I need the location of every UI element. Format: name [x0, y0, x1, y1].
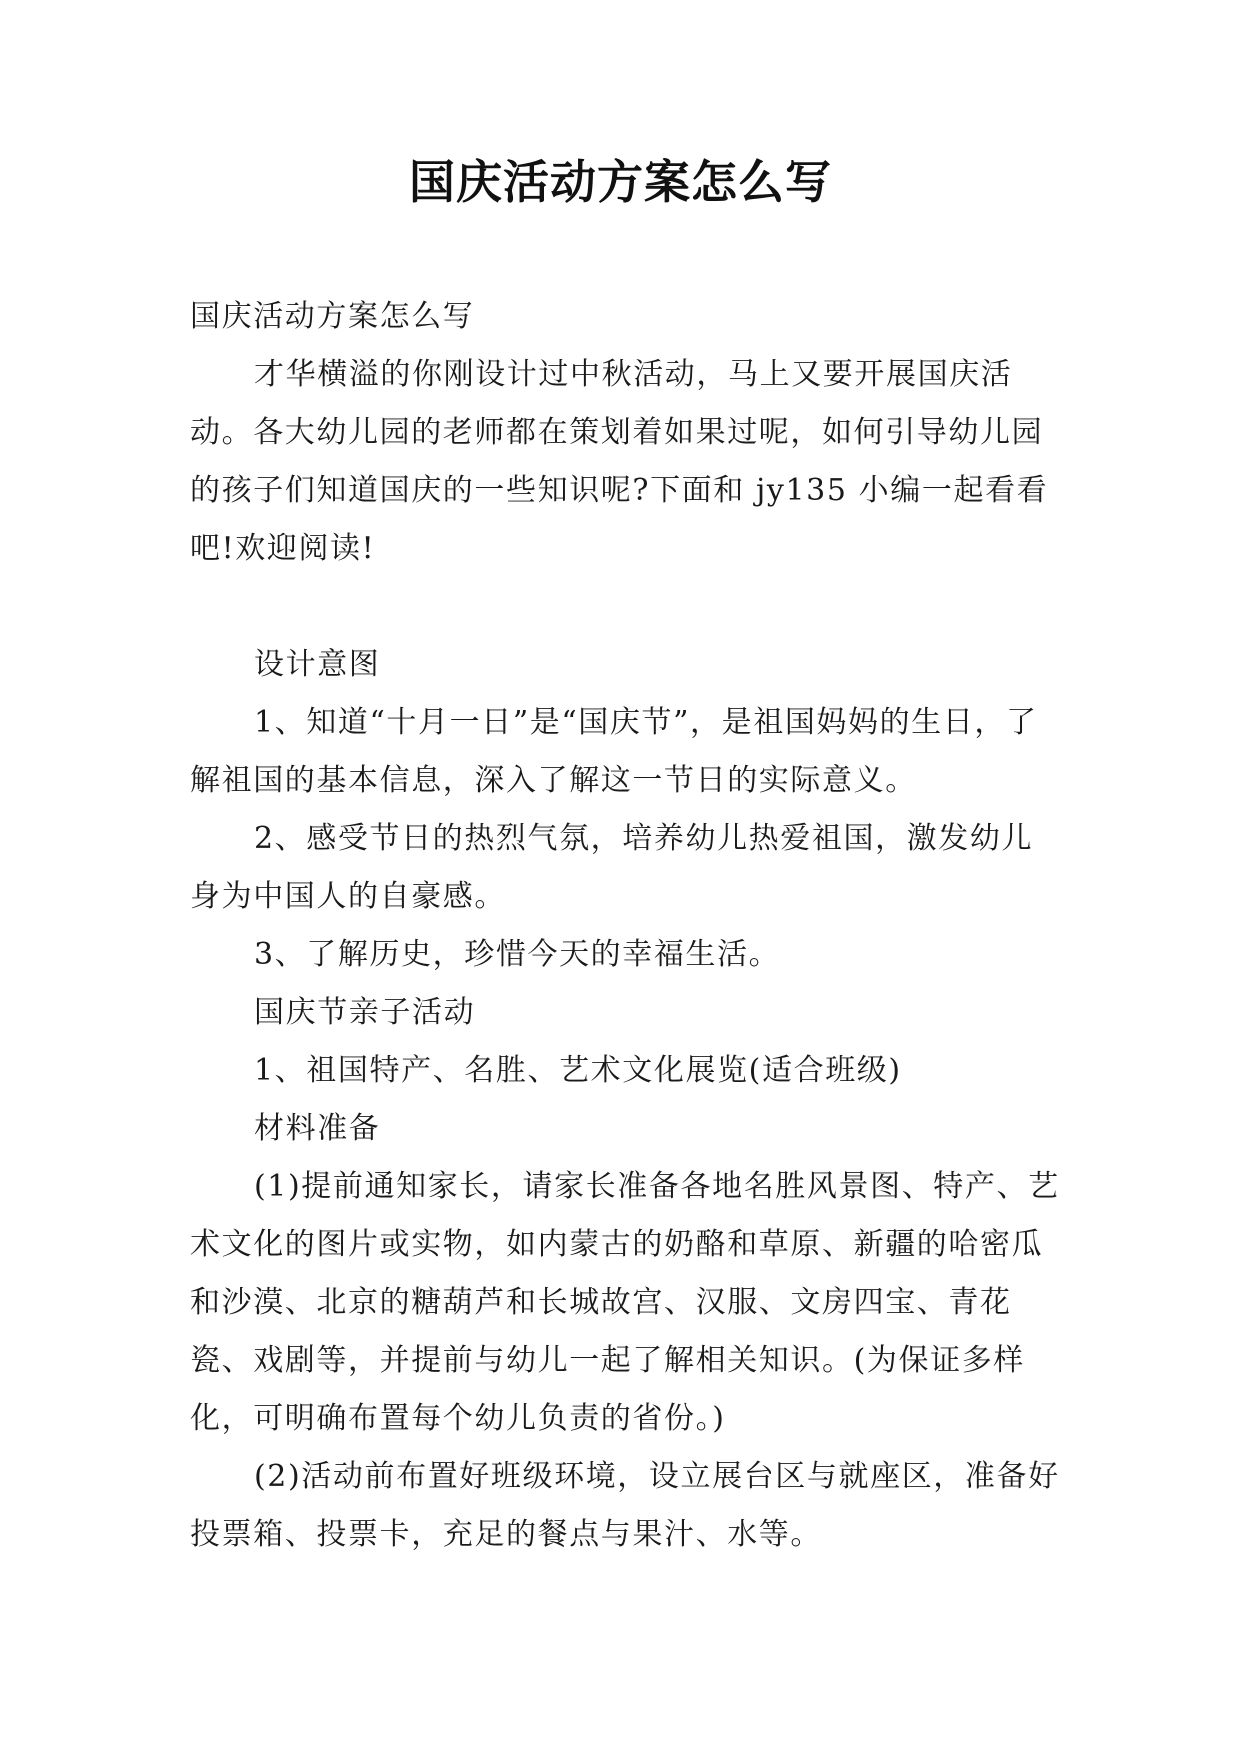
design-item: 3、了解历史，珍惜今天的幸福生活。: [254, 937, 781, 972]
design-item: 2、感受节日的热烈气氛，培养幼儿热爱祖国，激发幼儿身为中国人的自豪感。: [190, 821, 1034, 914]
paragraph-gap: [190, 578, 1060, 636]
materials-item: (2)活动前布置好班级环境，设立展台区与就座区，准备好投票箱、投票卡，充足的餐点与果汁、水等。: [190, 1459, 1060, 1552]
materials-item: (1)提前通知家长，请家长准备各地名胜风景图、特产、艺术文化的图片或实物，如内蒙古的奶酪和草原、新疆的哈密瓜和沙漠、北京的糖葫芦和长城故宫、汉服、文房四宝、青花瓷、戏剧等，并提前与幼儿一起了解相关知识。(为保证多样化，可明确布置每个幼儿负责的省份。): [190, 1169, 1060, 1436]
subtitle: 国庆活动方案怎么写: [190, 299, 475, 334]
document-title: 国庆活动方案怎么写: [409, 155, 832, 209]
activity-item: 1、祖国特产、名胜、艺术文化展览(适合班级): [254, 1053, 902, 1088]
intro-paragraph: 才华横溢的你刚设计过中秋活动，马上又要开展国庆活动。各大幼儿园的老师都在策划着如果过呢，如何引导幼儿园的孩子们知道国庆的一些知识呢?下面和 jy135 小编一起看看吧!欢迎阅读!: [190, 357, 1049, 566]
activity-heading: 国庆节亲子活动: [254, 995, 476, 1030]
design-heading: 设计意图: [254, 647, 381, 682]
document-body: [190, 288, 1060, 1564]
materials-heading: 材料准备: [254, 1111, 381, 1146]
design-item: 1、知道“十月一日”是“国庆节”，是祖国妈妈的生日，了解祖国的基本信息，深入了解这一节日的实际意义。: [190, 705, 1038, 798]
